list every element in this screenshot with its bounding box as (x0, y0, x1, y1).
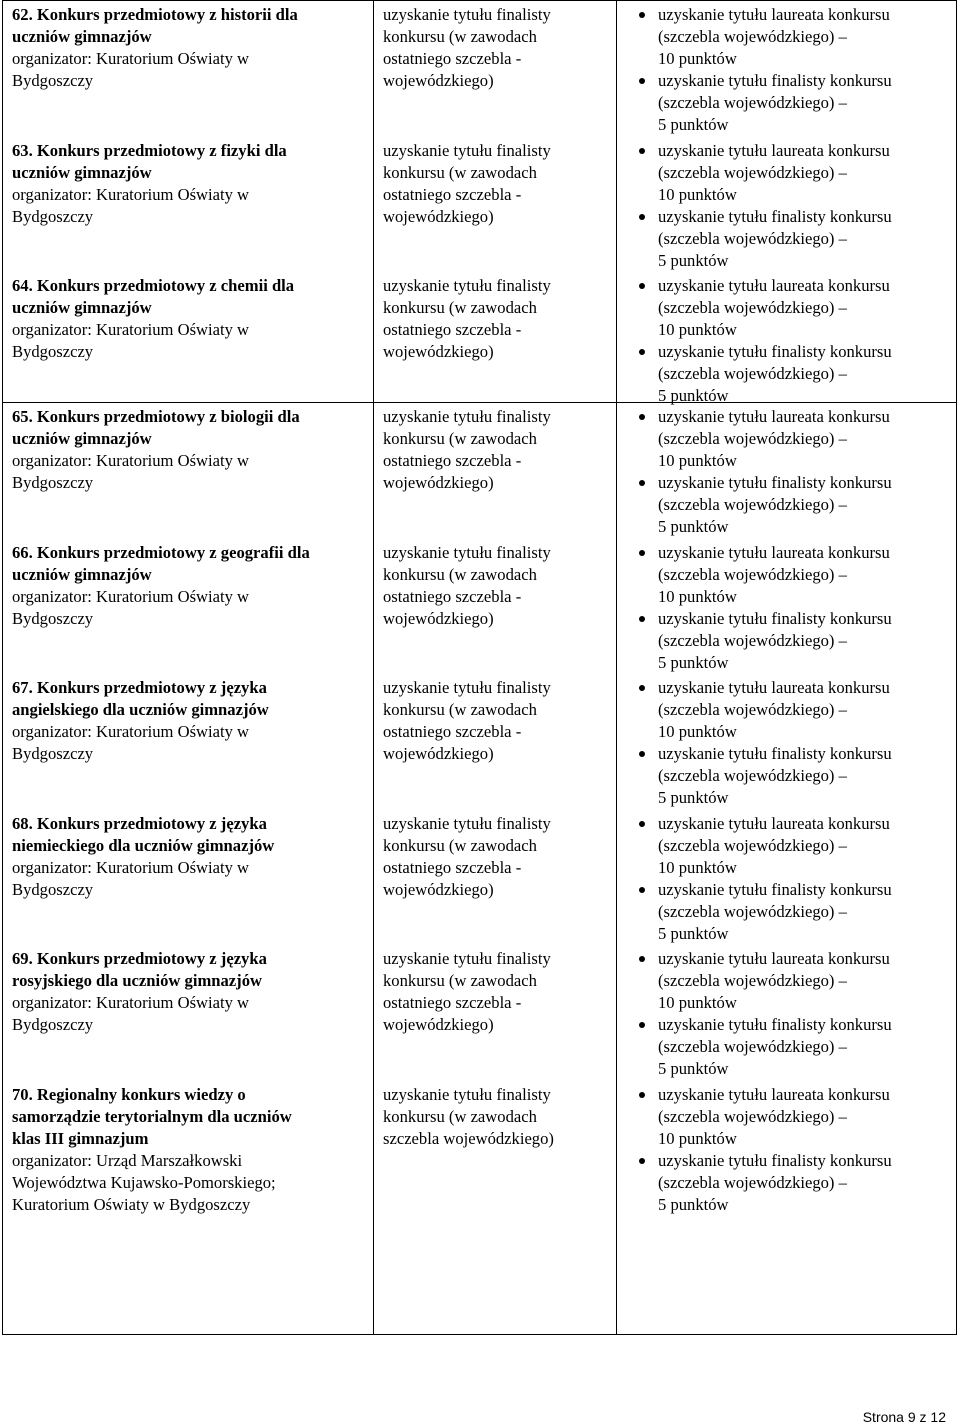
award-line: 10 punktów (658, 722, 737, 741)
award-line: 10 punktów (658, 1128, 737, 1148)
award-line: (szczebla wojewódzkiego) – (658, 1037, 847, 1056)
awards-list (617, 677, 954, 807)
organizer-line: Kuratorium Oświaty w Bydgoszczy (12, 1194, 251, 1214)
award-line: (szczebla wojewódzkiego) – (658, 630, 847, 650)
award-item (617, 4, 954, 70)
competition-title-line: 62. Konkurs przedmiotowy z historii dla (12, 5, 298, 24)
award-line: (szczebla wojewódzkiego) – (658, 971, 847, 990)
award-line: (szczebla wojewódzkiego) – (658, 429, 847, 448)
competition-title-line: 68. Konkurs przedmiotowy z języka (12, 813, 267, 833)
condition-line: wojewódzkiego) (383, 1015, 494, 1034)
competition-name-cell (3, 1, 374, 403)
award-line: (szczebla wojewódzkiego) – (658, 93, 847, 112)
condition-line: uzyskanie tytułu finalisty (383, 813, 551, 833)
bullet-icon (639, 1022, 645, 1028)
competition-title-line: uczniów gimnazjów (12, 429, 152, 448)
competition-name-cell (3, 403, 374, 1335)
award-line: 10 punktów (658, 993, 737, 1012)
competition-title-line: klas III gimnazjum (12, 1128, 149, 1148)
condition-entry (383, 677, 612, 790)
awards-list (617, 948, 954, 1078)
award-line: (szczebla wojewódzkiego) – (658, 27, 847, 46)
award-line: uzyskanie tytułu finalisty konkursu (658, 608, 892, 628)
condition-line: konkursu (w zawodach (383, 27, 537, 46)
award-item (617, 341, 954, 407)
condition-line: szczebla wojewódzkiego) (383, 1128, 554, 1148)
condition-line: wojewódzkiego) (383, 473, 494, 492)
condition-entry (383, 140, 612, 253)
competition-entry (12, 813, 367, 926)
condition-entry (383, 813, 612, 926)
award-line: uzyskanie tytułu laureata konkursu (658, 5, 890, 24)
award-item (617, 542, 954, 608)
award-line: 5 punktów (658, 788, 729, 807)
awards-list (617, 1084, 954, 1214)
organizer-line: organizator: Kuratorium Oświaty w (12, 320, 250, 339)
condition-line: konkursu (w zawodach (383, 835, 537, 855)
table-row (3, 1, 957, 403)
condition-line: uzyskanie tytułu finalisty (383, 276, 551, 295)
award-line: uzyskanie tytułu laureata konkursu (658, 949, 890, 968)
award-line: uzyskanie tytułu finalisty konkursu (658, 342, 892, 361)
award-item (617, 140, 954, 206)
awards-list (617, 4, 954, 134)
award-line: (szczebla wojewódzkiego) – (658, 364, 847, 383)
organizer-line: organizator: Kuratorium Oświaty w (12, 722, 250, 741)
condition-line: ostatniego szczebla - (383, 857, 522, 877)
award-item (617, 879, 954, 945)
competition-title-line: 70. Regionalny konkurs wiedzy o (12, 1084, 246, 1104)
awards-list (617, 542, 954, 672)
awards-list (617, 140, 954, 270)
awards-list (617, 813, 954, 943)
bullet-icon (639, 1158, 645, 1164)
award-line: uzyskanie tytułu finalisty konkursu (658, 879, 892, 899)
award-line: uzyskanie tytułu laureata konkursu (658, 276, 890, 295)
award-item (617, 206, 954, 272)
organizer-line: organizator: Kuratorium Oświaty w (12, 451, 250, 470)
award-line: 10 punktów (658, 586, 737, 606)
condition-line: uzyskanie tytułu finalisty (383, 678, 551, 697)
condition-line: ostatniego szczebla - (383, 993, 522, 1012)
competition-title-line: 63. Konkurs przedmiotowy z fizyki dla (12, 140, 287, 160)
award-line: (szczebla wojewódzkiego) – (658, 495, 847, 514)
organizer-line: organizator: Urząd Marszałkowski (12, 1150, 243, 1170)
competition-entry (12, 677, 367, 790)
award-line: 10 punktów (658, 857, 737, 877)
condition-line: konkursu (w zawodach (383, 700, 537, 719)
points-cell (617, 1, 957, 403)
competition-entry (12, 4, 367, 117)
bullet-icon (639, 685, 645, 691)
award-line: 5 punktów (658, 517, 729, 536)
condition-line: konkursu (w zawodach (383, 564, 537, 584)
competition-entry (12, 542, 367, 655)
award-line: 10 punktów (658, 320, 737, 339)
award-line: uzyskanie tytułu laureata konkursu (658, 140, 890, 160)
award-line: uzyskanie tytułu finalisty konkursu (658, 1150, 892, 1170)
condition-cell (374, 1, 617, 403)
award-line: 5 punktów (658, 386, 729, 405)
organizer-line: organizator: Kuratorium Oświaty w (12, 857, 250, 877)
organizer-line: Bydgoszczy (12, 71, 94, 90)
condition-line: wojewódzkiego) (383, 71, 494, 90)
award-line: uzyskanie tytułu laureata konkursu (658, 678, 890, 697)
condition-line: konkursu (w zawodach (383, 1106, 537, 1126)
competition-title-line: samorządzie terytorialnym dla uczniów (12, 1106, 292, 1126)
competition-entry (12, 275, 367, 388)
condition-line: ostatniego szczebla - (383, 586, 522, 606)
award-line: 5 punktów (658, 1194, 729, 1214)
bullet-icon (639, 956, 645, 962)
organizer-line: Bydgoszczy (12, 473, 94, 492)
condition-line: uzyskanie tytułu finalisty (383, 407, 551, 426)
award-item (617, 813, 954, 879)
award-line: uzyskanie tytułu laureata konkursu (658, 407, 890, 426)
condition-entry (383, 542, 612, 655)
organizer-line: Bydgoszczy (12, 342, 94, 361)
award-line: 5 punktów (658, 923, 729, 943)
award-line: (szczebla wojewódzkiego) – (658, 298, 847, 317)
competition-title-line: angielskiego dla uczniów gimnazjów (12, 700, 269, 719)
condition-line: konkursu (w zawodach (383, 162, 537, 182)
condition-line: uzyskanie tytułu finalisty (383, 949, 551, 968)
award-line: (szczebla wojewódzkiego) – (658, 1106, 847, 1126)
bullet-icon (639, 616, 645, 622)
organizer-line: Bydgoszczy (12, 879, 94, 899)
competition-entry (12, 406, 367, 519)
condition-line: wojewódzkiego) (383, 342, 494, 361)
competition-entry (12, 140, 367, 253)
award-line: (szczebla wojewódzkiego) – (658, 564, 847, 584)
award-line: 5 punktów (658, 115, 729, 134)
organizer-line: Bydgoszczy (12, 206, 94, 226)
organizer-line: Bydgoszczy (12, 608, 94, 628)
bullet-icon (639, 78, 645, 84)
condition-entry (383, 406, 612, 519)
bullet-icon (639, 480, 645, 486)
competition-title-line: 65. Konkurs przedmiotowy z biologii dla (12, 407, 300, 426)
award-item (617, 406, 954, 472)
bullet-icon (639, 887, 645, 893)
award-item (617, 1084, 954, 1150)
award-line: uzyskanie tytułu finalisty konkursu (658, 71, 892, 90)
award-item (617, 743, 954, 809)
competition-title-line: uczniów gimnazjów (12, 162, 152, 182)
condition-line: konkursu (w zawodach (383, 429, 537, 448)
condition-entry (383, 948, 612, 1061)
award-line: (szczebla wojewódzkiego) – (658, 766, 847, 785)
bullet-icon (639, 414, 645, 420)
award-item (617, 275, 954, 341)
award-item (617, 948, 954, 1014)
competition-title-line: 69. Konkurs przedmiotowy z języka (12, 949, 267, 968)
award-line: uzyskanie tytułu finalisty konkursu (658, 206, 892, 226)
organizer-line: organizator: Kuratorium Oświaty w (12, 586, 250, 606)
organizer-line: organizator: Kuratorium Oświaty w (12, 184, 250, 204)
awards-list (617, 275, 954, 405)
award-line: uzyskanie tytułu finalisty konkursu (658, 1015, 892, 1034)
award-line: (szczebla wojewódzkiego) – (658, 835, 847, 855)
award-line: (szczebla wojewódzkiego) – (658, 700, 847, 719)
condition-line: wojewódzkiego) (383, 744, 494, 763)
points-cell (617, 403, 957, 1335)
bullet-icon (639, 283, 645, 289)
award-line: uzyskanie tytułu finalisty konkursu (658, 744, 892, 763)
condition-line: wojewódzkiego) (383, 608, 494, 628)
page-number: Strona 9 z 12 (862, 1409, 946, 1425)
competitions-table (2, 0, 957, 1335)
condition-entry (383, 1084, 612, 1197)
award-line: uzyskanie tytułu laureata konkursu (658, 1084, 890, 1104)
condition-cell (374, 403, 617, 1335)
bullet-icon (639, 349, 645, 355)
award-line: uzyskanie tytułu finalisty konkursu (658, 473, 892, 492)
award-item (617, 608, 954, 674)
condition-line: uzyskanie tytułu finalisty (383, 140, 551, 160)
condition-entry (383, 275, 612, 388)
competition-title-line: rosyjskiego dla uczniów gimnazjów (12, 971, 262, 990)
organizer-line: Bydgoszczy (12, 744, 94, 763)
award-line: 5 punktów (658, 250, 729, 270)
bullet-icon (639, 751, 645, 757)
award-line: 10 punktów (658, 451, 737, 470)
condition-line: uzyskanie tytułu finalisty (383, 1084, 551, 1104)
award-line: (szczebla wojewódzkiego) – (658, 162, 847, 182)
bullet-icon (639, 550, 645, 556)
organizer-line: Bydgoszczy (12, 1015, 94, 1034)
competition-title-line: 64. Konkurs przedmiotowy z chemii dla (12, 276, 295, 295)
competition-title-line: 66. Konkurs przedmiotowy z geografii dla (12, 542, 310, 562)
award-line: (szczebla wojewódzkiego) – (658, 1172, 847, 1192)
awards-list (617, 406, 954, 536)
bullet-icon (639, 214, 645, 220)
award-line: 10 punktów (658, 184, 737, 204)
organizer-line: organizator: Kuratorium Oświaty w (12, 993, 250, 1012)
award-line: 5 punktów (658, 1059, 729, 1078)
competition-title-line: uczniów gimnazjów (12, 564, 152, 584)
bullet-icon (639, 1092, 645, 1098)
bullet-icon (639, 821, 645, 827)
condition-line: ostatniego szczebla - (383, 722, 522, 741)
award-line: (szczebla wojewódzkiego) – (658, 228, 847, 248)
condition-line: wojewódzkiego) (383, 879, 494, 899)
condition-line: uzyskanie tytułu finalisty (383, 542, 551, 562)
award-item (617, 1150, 954, 1216)
award-line: 5 punktów (658, 652, 729, 672)
competition-entry (12, 948, 367, 1061)
competition-title-line: 67. Konkurs przedmiotowy z języka (12, 678, 267, 697)
bullet-icon (639, 12, 645, 18)
table-row (3, 403, 957, 1335)
award-item (617, 1014, 954, 1080)
competition-title-line: uczniów gimnazjów (12, 298, 152, 317)
condition-line: wojewódzkiego) (383, 206, 494, 226)
condition-line: ostatniego szczebla - (383, 320, 522, 339)
condition-line: ostatniego szczebla - (383, 451, 522, 470)
condition-line: ostatniego szczebla - (383, 49, 522, 68)
competition-title-line: uczniów gimnazjów (12, 27, 152, 46)
award-line: 10 punktów (658, 49, 737, 68)
condition-line: konkursu (w zawodach (383, 298, 537, 317)
organizer-line: organizator: Kuratorium Oświaty w (12, 49, 250, 68)
award-item (617, 472, 954, 538)
condition-line: uzyskanie tytułu finalisty (383, 5, 551, 24)
bullet-icon (639, 148, 645, 154)
competition-title-line: niemieckiego dla uczniów gimnazjów (12, 835, 275, 855)
competition-entry (12, 1084, 367, 1214)
organizer-line: Województwa Kujawsko-Pomorskiego; (12, 1172, 276, 1192)
award-line: uzyskanie tytułu laureata konkursu (658, 813, 890, 833)
condition-entry (383, 4, 612, 117)
award-line: (szczebla wojewódzkiego) – (658, 901, 847, 921)
award-item (617, 677, 954, 743)
condition-line: ostatniego szczebla - (383, 184, 522, 204)
award-line: uzyskanie tytułu laureata konkursu (658, 542, 890, 562)
award-item (617, 70, 954, 136)
condition-line: konkursu (w zawodach (383, 971, 537, 990)
